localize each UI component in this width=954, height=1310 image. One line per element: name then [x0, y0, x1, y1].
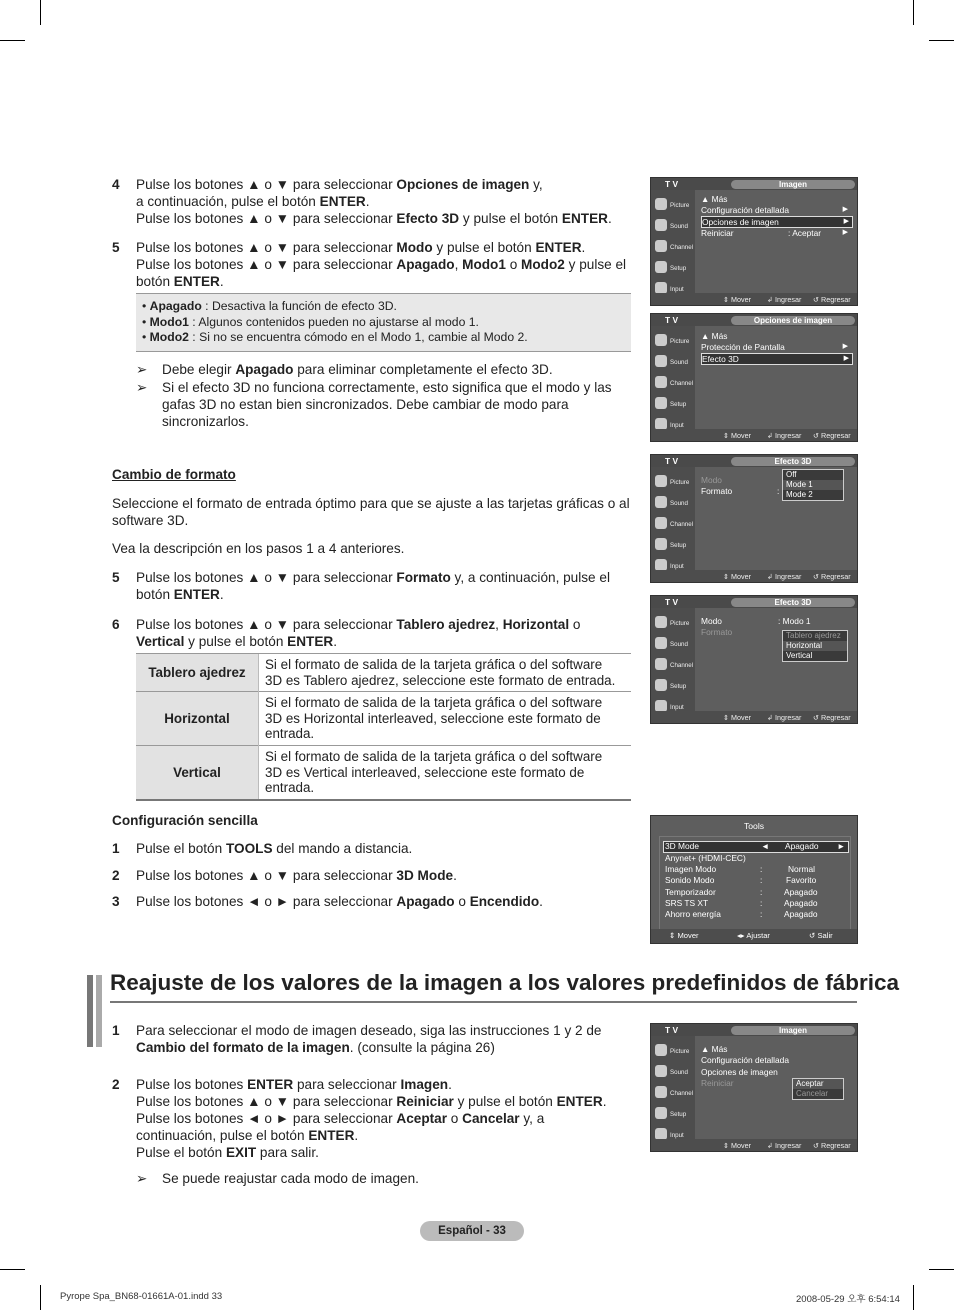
crop-mark — [0, 1269, 25, 1270]
setup-icon — [655, 261, 667, 273]
osd-imagen-menu: T V Imagen Picture Sound Channel Setup Input ▲ Más Configuración detallada ▶ Opciones de imagen ▶ Reiniciar : Aceptar ▶ ⇕ Mover ↲ Ingresar ↺ Regresar — [650, 177, 858, 306]
setup-icon — [655, 679, 667, 691]
title-bar-decoration — [96, 975, 102, 1047]
crop-mark — [40, 1285, 41, 1310]
tools-row[interactable]: Temporizador : Apagado — [665, 887, 818, 897]
setup-icon — [655, 1107, 667, 1119]
osd-bottom-bar: ⇕ Mover ↲ Ingresar ↺ Regresar — [651, 1139, 857, 1151]
step-5-formato: 5 Pulse los botones ▲ o ▼ para seleccionar Formato y, a continuación, pulse el botón ENTER. — [112, 570, 610, 602]
tools-row[interactable]: Imagen Modo : Normal — [665, 864, 815, 874]
right-arrow-icon: ▶ — [842, 229, 848, 236]
right-arrow-icon: ▶ — [842, 343, 848, 350]
osd-bottom-bar: ⇕ Mover ↲ Ingresar ↺ Regresar — [651, 429, 857, 441]
osd-sidebar: Picture Sound Channel Setup Input — [651, 608, 695, 711]
crop-mark — [913, 1285, 914, 1310]
osd-row[interactable]: Reiniciar — [701, 1078, 734, 1088]
tools-row-3d-mode[interactable]: 3D Mode ◄ Apagado ► — [651, 841, 857, 851]
paragraph: Seleccione el formato de entrada óptimo para que se ajuste a las tarjetas gráficas o al software 3D. — [112, 496, 630, 528]
print-filename: Pyrope Spa_BN68-01661A-01.indd 33 — [60, 1291, 223, 1302]
tools-row[interactable]: SRS TS XT : Apagado — [665, 898, 818, 908]
osd-row-selected[interactable]: Efecto 3D ▶ — [701, 353, 853, 365]
osd-row-more[interactable]: ▲ Más — [701, 331, 728, 341]
crop-mark — [0, 40, 25, 41]
channel-icon — [655, 658, 667, 670]
osd-row[interactable]: Configuración detallada ▶ — [701, 205, 848, 215]
osd-row[interactable]: Modo : Modo 1 — [701, 616, 811, 626]
osd-bottom-bar: ⇕ Mover ↲ Ingresar ↺ Regresar — [651, 293, 857, 305]
note-apagado: ➢ Debe elegir Apagado para eliminar completamente el efecto 3D. — [136, 362, 553, 377]
picture-icon — [655, 198, 667, 210]
osd-row[interactable]: Formato — [701, 627, 733, 637]
channel-icon — [655, 240, 667, 252]
right-arrow-icon: ▶ — [842, 206, 848, 213]
channel-icon — [655, 1086, 667, 1098]
mode-bullets-box — [136, 293, 631, 352]
section-title: Reajuste de los valores de la imagen a los valores predefinidos de fábrica — [110, 970, 900, 995]
arrow-icon: ➢ — [136, 362, 148, 377]
step-5: 5 Pulse los botones ▲ o ▼ para seleccionar Modo y pulse el botón ENTER. Pulse los botones ▲ o ▼ para seleccionar Apagado, Modo1 o Modo2 y pulse el botón ENTER. — [112, 240, 627, 289]
osd-row[interactable]: Opciones de imagen — [701, 1067, 778, 1077]
page-number-badge: Español - 33 — [420, 1221, 524, 1241]
arrow-icon: ➢ — [136, 380, 148, 395]
osd-row-more[interactable]: ▲ Más — [701, 194, 728, 204]
osd-opciones-imagen-menu: T V Opciones de imagen Picture Sound Channel Setup Input ▲ Más Protección de Pantalla ▶ Efecto 3D ▶ ⇕ Mover ↲ Ingresar ↺ Regresar — [650, 313, 858, 442]
bullet-item: • Modo2 : Si no se encuentra cómodo en el Modo 1, cambie al Modo 2. — [142, 330, 528, 344]
osd-dropdown[interactable]: Aceptar Cancelar — [792, 1078, 844, 1100]
picture-icon — [655, 1044, 667, 1056]
osd-row[interactable]: Protección de Pantalla ▶ — [701, 342, 848, 352]
osd-efecto-3d-formato: T V Efecto 3D Picture Sound Channel Setup Input Modo : Modo 1 Formato Tablero ajedrez Horizontal Vertical ⇕ Mover ↲ Ingresar ↺ Regresar — [650, 595, 858, 724]
title-bar-decoration — [87, 975, 93, 1047]
step-2-reset: 2 Pulse los botones ENTER para seleccionar Imagen. Pulse los botones ▲ o ▼ para seleccionar Reiniciar y pulse el botón ENTER. Pulse los botones ◄ o ► para seleccionar Aceptar o Cancelar y, a continuación, pulse el botón ENTER. Pulse el botón EXIT para salir. — [112, 1077, 607, 1160]
left-arrow-icon: ◄ — [761, 841, 770, 851]
osd-tools-menu: Tools 3D Mode ◄ Apagado ► Anynet+ (HDMI-CEC) Imagen Modo : Normal Sonido Modo : Favorito Temporizador : Apagado SRS TS XT : Apagado Ahorro energía : Apagado ⇕ Mover ◂▸ Ajustar ↺ Salir — [650, 815, 858, 944]
osd-row[interactable]: Formato : — [701, 486, 780, 496]
osd-row[interactable]: Configuración detallada — [701, 1055, 789, 1065]
note-sync: ➢ Si el efecto 3D no funciona correctamente, esto significa que el modo y las gafas 3D no estan bien sincronizados. Debe cambiar de modo para sincronizarlos. — [136, 380, 612, 429]
osd-imagen-reset: T V Imagen Picture Sound Channel Setup Input ▲ Más Configuración detallada Opciones de imagen Reiniciar Aceptar Cancelar ⇕ Mover ↲ Ingresar ↺ Regresar — [650, 1023, 858, 1152]
bullet-item: • Apagado : Desactiva la función de efecto 3D. — [142, 299, 397, 313]
osd-sidebar: Picture Sound Channel Setup Input — [651, 1036, 695, 1139]
crop-mark — [929, 40, 954, 41]
picture-icon — [655, 475, 667, 487]
osd-row[interactable]: Reiniciar : Aceptar ▶ — [701, 228, 848, 238]
table-row: Tablero ajedrez Si el formato de salida de la tarjeta gráfica o del software 3D es Tablero ajedrez, seleccione este formato de entrada. — [136, 654, 631, 692]
step-4: 4 Pulse los botones ▲ o ▼ para seleccionar Opciones de imagen y, a continuación, pulse el botón ENTER. Pulse los botones ▲ o ▼ para seleccionar Efecto 3D y pulse el botón ENTER. — [112, 177, 612, 226]
step-3-tools: 3 Pulse los botones ◄ o ► para seleccionar Apagado o Encendido. — [112, 894, 543, 909]
tools-row[interactable]: Anynet+ (HDMI-CEC) — [665, 853, 746, 863]
table-row: Vertical Si el formato de salida de la tarjeta gráfica o del software 3D es Vertical interleaved, seleccione este formato de entrada. — [136, 746, 631, 800]
paragraph: Vea la descripción en los pasos 1 a 4 anteriores. — [112, 541, 405, 556]
bullet-item: • Modo1 : Algunos contenidos pueden no ajustarse al modo 1. — [142, 315, 479, 329]
osd-sidebar: Picture Sound Channel Setup Input — [651, 326, 695, 429]
right-arrow-icon: ▶ — [843, 218, 849, 225]
right-arrow-icon: ► — [837, 841, 846, 851]
crop-mark — [929, 1269, 954, 1270]
osd-row[interactable]: Modo — [701, 475, 722, 485]
sound-icon — [655, 1065, 667, 1077]
osd-row-more[interactable]: ▲ Más — [701, 1044, 728, 1054]
step-1-tools: 1 Pulse el botón TOOLS del mando a distancia. — [112, 841, 413, 856]
step-6-formato: 6 Pulse los botones ▲ o ▼ para seleccionar Tablero ajedrez, Horizontal o Vertical y pulse el botón ENTER. — [112, 617, 581, 649]
osd-row-selected[interactable]: Opciones de imagen ▶ — [701, 216, 853, 228]
heading-config-sencilla: Configuración sencilla — [112, 813, 258, 828]
crop-mark — [913, 0, 914, 25]
step-1-reset: 1 Para seleccionar el modo de imagen deseado, siga las instrucciones 1 y 2 de Cambio del formato de la imagen. (consulte la página 26) — [112, 1023, 602, 1055]
heading-cambio-formato: Cambio de formato — [112, 467, 236, 482]
osd-bottom-bar: ⇕ Mover ↲ Ingresar ↺ Regresar — [651, 570, 857, 582]
osd-bottom-bar: ⇕ Mover ↲ Ingresar ↺ Regresar — [651, 711, 857, 723]
print-timestamp: 2008-05-29 오후 6:54:14 — [796, 1294, 900, 1305]
step-2-tools: 2 Pulse los botones ▲ o ▼ para seleccionar 3D Mode. — [112, 868, 457, 883]
osd-efecto-3d-modo: T V Efecto 3D Picture Sound Channel Setup Input Modo Formato : Off Mode 1 Mode 2 ⇕ Mover ↲ Ingresar ↺ Regresar — [650, 454, 858, 583]
sound-icon — [655, 355, 667, 367]
osd-dropdown[interactable]: Tablero ajedrez Horizontal Vertical — [782, 630, 848, 662]
tools-row[interactable]: Ahorro energía : Apagado — [665, 909, 818, 919]
picture-icon — [655, 616, 667, 628]
osd-sidebar: Picture Sound Channel Setup Input — [651, 467, 695, 570]
format-table — [136, 653, 631, 801]
channel-icon — [655, 376, 667, 388]
right-arrow-icon: ▶ — [843, 355, 849, 362]
note-reset: ➢ Se puede reajustar cada modo de imagen. — [136, 1171, 419, 1186]
tools-bottom-bar: ⇕ Mover ◂▸ Ajustar ↺ Salir — [651, 929, 857, 943]
channel-icon — [655, 517, 667, 529]
sound-icon — [655, 637, 667, 649]
osd-sidebar: Picture Sound Channel Setup Input — [651, 190, 695, 293]
arrow-icon: ➢ — [136, 1171, 148, 1186]
divider — [110, 1001, 857, 1003]
crop-mark — [40, 0, 41, 25]
table-row: Horizontal Si el formato de salida de la tarjeta gráfica o del software 3D es Horizontal interleaved, seleccione este formato de entrada. — [136, 692, 631, 746]
sound-icon — [655, 219, 667, 231]
picture-icon — [655, 334, 667, 346]
setup-icon — [655, 538, 667, 550]
setup-icon — [655, 397, 667, 409]
sound-icon — [655, 496, 667, 508]
tools-row[interactable]: Sonido Modo : Favorito — [665, 875, 817, 885]
osd-dropdown[interactable]: Off Mode 1 Mode 2 — [782, 469, 844, 501]
